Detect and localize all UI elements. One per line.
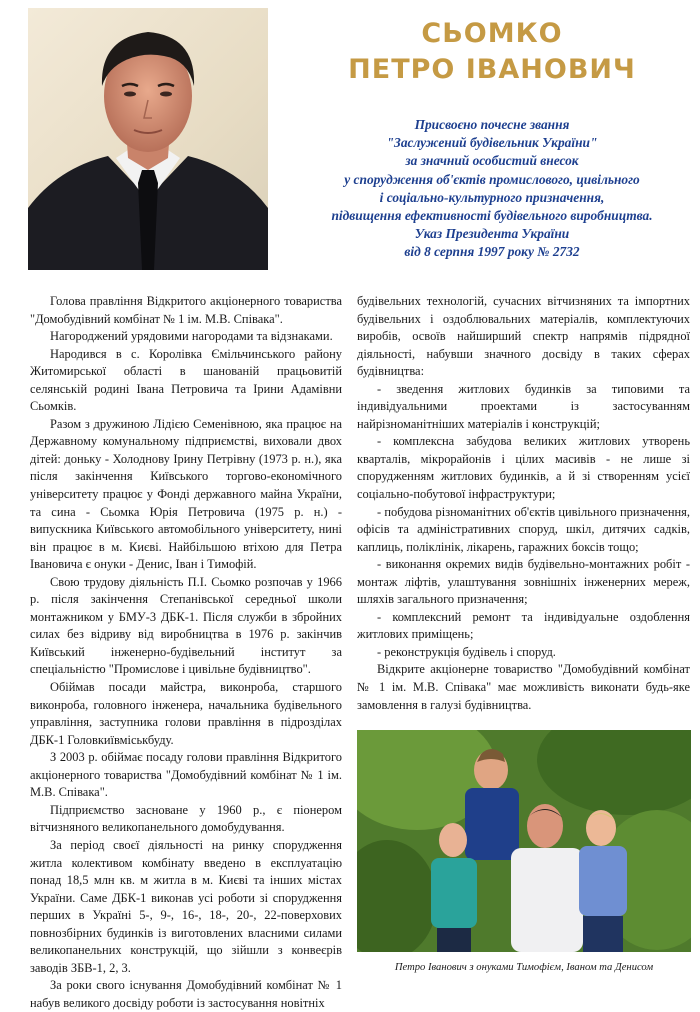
award-line: у спорудження об'єктів промислового, цивільного (344, 171, 640, 187)
award-line: від 8 серпня 1997 року № 2732 (404, 244, 580, 260)
paragraph: Нагороджений урядовими нагородами та відзнаками. (50, 329, 333, 344)
award-line: і соціально-культурного призначення, (379, 189, 605, 205)
paragraph: Народився в с. Королівка Ємільчинського району Житомирської області в шанованій працьовитій селянській родині Івана Петровича та Ірини Адамівни Сьомків. (30, 346, 342, 414)
given-names: ПЕТРО ІВАНОВИЧ (348, 54, 636, 85)
bullet-item: - реконструкція будівель і споруд. (377, 644, 556, 659)
award-line: підвищення ефективності будівельного виробництва. (331, 208, 653, 224)
person-name (292, 16, 692, 88)
bullet-item: - комплексний ремонт та індивідуальне оздоблення житлових приміщень; (357, 609, 690, 642)
paragraph: За період своєї діяльності на ринку спорудження житла колективом комбінату введено в експлуатацію понад 18,5 млн кв. м житла в м. Києві та інших містах України. Саме ДБК-1 виконав усі роботи зі спорудження перших в Україні 5-, 9-, 16-, 18-, 20-, 22-поверхових повнозбірних будинків із виготовлених власними силами великопанельних конструкцій, що зійшли з конвеєрів заводів ЗБВ-1, 2, 3. (30, 837, 342, 975)
bullet-item: - зведення житлових будинків за типовими та індивідуальними проектами із застосуванням найрізноманітніших матеріалів і конструкцій; (357, 381, 690, 431)
award-line: "Заслужений будівельник України" (386, 135, 598, 151)
portrait-photo (28, 8, 268, 270)
surname: СЬОМКО (421, 18, 563, 49)
photo-caption: Петро Іванович з онуками Тимофієм, Іваном та Денисом (394, 962, 654, 973)
bullet-item: - виконання окремих видів будівельно-монтажних робіт - монтаж ліфтів, улаштування зовнішніх інженерних мереж, шляхів загального призначення; (357, 557, 690, 607)
bullet-item: - побудова різноманітних об'єктів цивільного призначення, офісів та адміністративних споруд, шкіл, дитячих садків, каплиць, поліклінік, лікарень, гаражних боксів тощо; (357, 504, 690, 554)
paragraph: З 2003 р. обіймає посаду голови правління Відкритого акціонерного товариства "Домобудівний комбінат № 1 ім. М.В. Співака". (30, 750, 342, 800)
paragraph: Обіймав посади майстра, виконроба, старшого виконроба, головного інженера, начальника будівельного управління, заступника голови правління в підрозділах ДБК-1 Головкиївміськбуду. (30, 680, 342, 747)
paragraph: Відкрите акціонерне товариство "Домобудівний комбінат № 1 ім. М.В. Співака" має можливість виконати будь-яке замовлення в галузі будівництва. (357, 662, 690, 712)
paragraph: Голова правління Відкритого акціонерного товариства "Домобудівний комбінат № 1 ім. М.В. Співака". (30, 294, 342, 326)
paragraph: Разом з дружиною Лідією Семенівною, яка працює на Державному комунальному підприємстві, виховали двох дітей: доньку - Холоднову Ірину Петрівну (1973 р. н.), яка після закінчення Київського торгово-економічного університету працює у Фонді державного майна України, та сина - Сьомка Юрія Петровича (1975 р. н.) - випускника Київського автомобільного університету, нині він працює в м. Києві. Найбільшою втіхою для Петра Івановича є онуки - Денис, Іван і Тимофій. (30, 416, 342, 572)
award-line: Присвоєно почесне звання (414, 117, 570, 132)
bullet-item: - комплексна забудова великих житлових утворень кварталів, мікрорайонів і цілих масивів - не лише зі спорудженням житлових будинків, а й зі створенням усієї соціально-побутової інфраструктури; (357, 434, 690, 502)
family-photo (357, 730, 691, 952)
paragraph: будівельних технологій, сучасних вітчизняних та імпортних будівельних і оздоблювальних матеріалів, комплектуючих виробів, освоїв найширший спектр напрямів підрядної діяльності, набувши значного досвіду в таких сферах будівництва: (357, 294, 690, 379)
biography-left-column (30, 293, 342, 1012)
award-line: Указ Президента України (414, 226, 570, 242)
biography-right-column (357, 293, 690, 714)
award-statement (292, 116, 692, 262)
paragraph: Підприємство засноване у 1960 р., є піонером вітчизняного великопанельного домобудування. (30, 802, 342, 835)
award-line: за значний особистий внесок (405, 153, 579, 169)
paragraph: За роки свого існування Домобудівний комбінат № 1 набув великого досвіду роботи із застосування новітніх (30, 978, 342, 1010)
paragraph: Свою трудову діяльність П.І. Сьомко розпочав у 1966 р. після закінчення Степанівської середньої школи монтажником у БМУ-3 ДБК-1. Після служби в збройних силах без відриву від виробництва в 1976 р. закінчив Київський інженерно-будівельний інститут за спеціальністю "Промислове і цивільне будівництво". (30, 574, 342, 677)
